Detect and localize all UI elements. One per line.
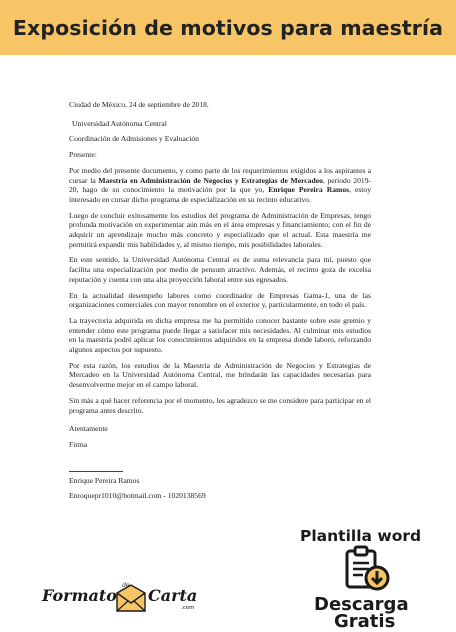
letter-paragraph-5: La trayectoria adquirida en dicha empresa me ha permitido conocer bastante sobre este gremio y entender cómo este programa puede llegar a satisfacer mis necesidades. Al culminar mis estudios en la maestría podré aplicar los conocimientos adquiridos en la empresa donde laboro, reforzando algunos aspectos por supuesto. bbox=[69, 315, 371, 355]
site-logo[interactable] bbox=[42, 580, 207, 616]
letter-paragraph-4: En la actualidad desempeño labores como coordinador de Empresas Gama-1, una de las organizaciones comerciales con mayor renombre en el exterior y, particularmente, en todo el país. bbox=[69, 290, 371, 310]
letter-paragraph-2: Luego de concluir exitosamente los estudios del programa de Administración de Empresas, tengo profunda motivación en experimentar aún más en el área empresas y financiamiento; con el fin de adquirir un aprendizaje mucho más concreto y especializado que el actual. Esta maestría me permitirá expandir mis habilidades y, al mismo tiempo, mis posibilidades laborales. bbox=[69, 210, 371, 249]
download-label-line2[interactable]: Gratis bbox=[334, 611, 396, 632]
letter-recipient: Universidad Autónoma Central bbox=[72, 118, 167, 128]
letter-paragraph-1 bbox=[69, 166, 371, 205]
logo-word-de: de bbox=[122, 582, 130, 589]
download-label-line1[interactable]: Descarga bbox=[314, 594, 409, 615]
applicant-name: Enrique Pereira Ramos bbox=[268, 185, 350, 195]
letter-department: Coordinación de Admisiones y Evaluación bbox=[69, 134, 199, 144]
p1-text-b: , periodo 2019-20, hago de su conocimiento la motivación por la que yo, bbox=[69, 175, 372, 195]
logo-word-formato: Formato bbox=[42, 586, 117, 605]
page-title: Exposición de motivos para maestría bbox=[12, 15, 444, 40]
letter-paragraph-7: Sin más a qué hacer referencia por el momento, les agradezco se me considere para participar en el programa antes descrito. bbox=[69, 395, 371, 415]
letter-document bbox=[69, 100, 371, 501]
promo-template-label: Plantilla word bbox=[300, 527, 422, 545]
signer-name: Enrique Pereira Ramos bbox=[69, 475, 140, 485]
title-banner bbox=[0, 0, 456, 55]
letter-closing: Atentamente bbox=[69, 424, 108, 434]
clipboard-download-icon[interactable] bbox=[343, 545, 393, 593]
envelope-icon bbox=[115, 584, 147, 612]
signer-contact: Enroquepr1010@hotmail.com - 1020138569 bbox=[69, 491, 206, 501]
logo-suffix: .com bbox=[181, 605, 195, 611]
letter-date: Ciudad de México, 24 de septiembre de 2018. bbox=[69, 100, 209, 109]
letter-paragraph-3: En este sentido, la Universidad Autónoma Central es de suma relevancia para mí, puesto que facilita una especialización por medio de pensum atractivo. Además, el recinto goza de excelsa reputación y cuenta con una alta proyección laboral entre sus egresados. bbox=[69, 255, 371, 284]
p1-text-a: Por medio del presente documento, y como parte de los requerimientos exigidos a los aspirantes a cursar la bbox=[69, 165, 371, 185]
p1-text-c: , estoy interesado en cursar dicho programa de especialización en su recinto educativo. bbox=[69, 185, 372, 204]
letter-greeting: Presente: bbox=[69, 150, 97, 160]
signature-label: Firma bbox=[69, 439, 88, 449]
program-name: Maestría en Administración de Negocios y Estrategias de Mercadeo bbox=[98, 175, 323, 185]
letter-paragraph-6: Por esta razón, los estudios de la Maestría de Administración de Negocios y Estrategias de Mercadeo en la Universidad Autónoma Central, me brindarán las capacidades necesarias para desenvolverme mejor en el campo laboral. bbox=[69, 360, 371, 390]
logo-word-carta: Carta bbox=[148, 586, 198, 605]
